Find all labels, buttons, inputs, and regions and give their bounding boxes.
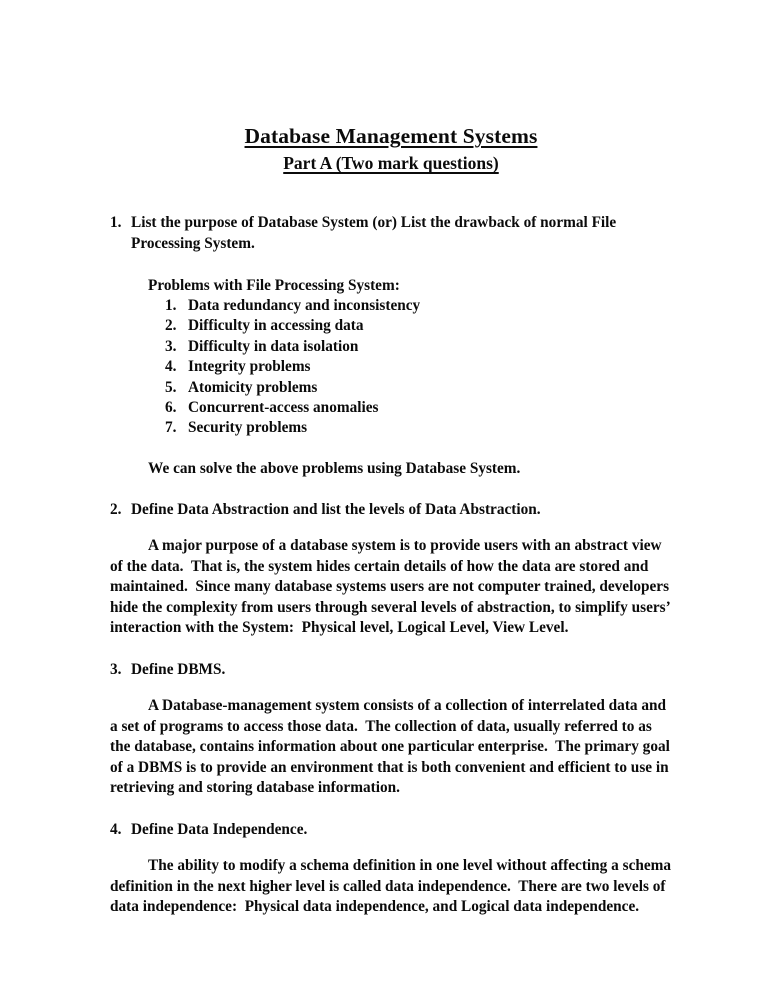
list-item bbox=[148, 337, 672, 357]
page-title bbox=[110, 124, 672, 149]
page-title-text: Database Management Systems bbox=[244, 124, 538, 148]
list-item-label: Integrity problems bbox=[188, 358, 311, 376]
list-item-label: Difficulty in data isolation bbox=[188, 337, 359, 355]
list-item-label: Security problems bbox=[188, 419, 308, 437]
page-subtitle-text: Part A (Two mark questions) bbox=[283, 153, 499, 174]
problems-list bbox=[148, 296, 672, 439]
list-item bbox=[148, 296, 672, 316]
question-item-1 bbox=[110, 213, 672, 479]
question-4-prompt: Define Data Independence. bbox=[131, 820, 308, 838]
list-item-label: Concurrent-access anomalies bbox=[188, 398, 379, 416]
question-item-2 bbox=[110, 500, 672, 639]
question-2-line bbox=[110, 500, 672, 520]
list-item bbox=[148, 398, 672, 418]
sub-heading-problems: Problems with File Processing System: bbox=[148, 276, 400, 294]
question-2-number: 2. bbox=[110, 500, 122, 518]
question-list bbox=[110, 213, 675, 917]
question-4-number: 4. bbox=[110, 820, 122, 838]
question-1-prompt: List the purpose of Database System (or) List the drawback of normal File Processing System. bbox=[131, 214, 617, 252]
question-item-4 bbox=[110, 820, 675, 918]
question-4-line bbox=[110, 820, 672, 840]
question-1-line bbox=[110, 213, 672, 253]
question-4-answer: The ability to modify a schema definition in one level without affecting a schema definition in the next higher level is called data independence. There are two levels of data independence: Physical data independence, and Logical data independence. bbox=[110, 857, 675, 916]
list-item-number: 2. bbox=[165, 317, 177, 335]
list-item-number: 4. bbox=[165, 358, 177, 376]
list-item-label: Atomicity problems bbox=[188, 378, 318, 396]
question-3-number: 3. bbox=[110, 660, 122, 678]
list-item bbox=[148, 418, 672, 438]
list-item-number: 5. bbox=[165, 378, 177, 396]
question-3-answer: A Database-management system consists of a collection of interrelated data and a set of programs to access those data. The collection of data, usually referred to as the database, contains information about one particular enterprise. The primary goal of a DBMS is to provide an environment that is both convenient and efficient to use in retrieving and storing database information. bbox=[110, 697, 674, 797]
list-item bbox=[148, 316, 672, 336]
list-item bbox=[148, 378, 672, 398]
question-1-closing: We can solve the above problems using Database System. bbox=[148, 459, 521, 477]
question-2-prompt: Define Data Abstraction and list the levels of Data Abstraction. bbox=[131, 500, 541, 518]
list-item-label: Data redundancy and inconsistency bbox=[188, 296, 421, 314]
list-item-number: 1. bbox=[165, 296, 177, 314]
list-item-number: 6. bbox=[165, 398, 177, 416]
question-1-number: 1. bbox=[110, 214, 122, 232]
list-item-label: Difficulty in accessing data bbox=[188, 317, 364, 335]
document-content bbox=[110, 124, 675, 918]
question-item-3 bbox=[110, 660, 672, 799]
file-processing-problems-block bbox=[110, 276, 672, 439]
page-subtitle bbox=[110, 153, 672, 174]
list-item-number: 7. bbox=[165, 419, 177, 437]
list-item bbox=[148, 357, 672, 377]
question-2-answer: A major purpose of a database system is to provide users with an abstract view of the data. That is, the system hides certain details of how the data are stored and maintained. Since many database systems users are not computer trained, developers hide the complexity from users through several levels of abstraction, to simplify users’ interaction with the System: Physical level, Logical Level, View Level. bbox=[110, 537, 674, 637]
list-item-number: 3. bbox=[165, 337, 177, 355]
question-3-prompt: Define DBMS. bbox=[131, 660, 226, 678]
question-3-line bbox=[110, 660, 672, 680]
